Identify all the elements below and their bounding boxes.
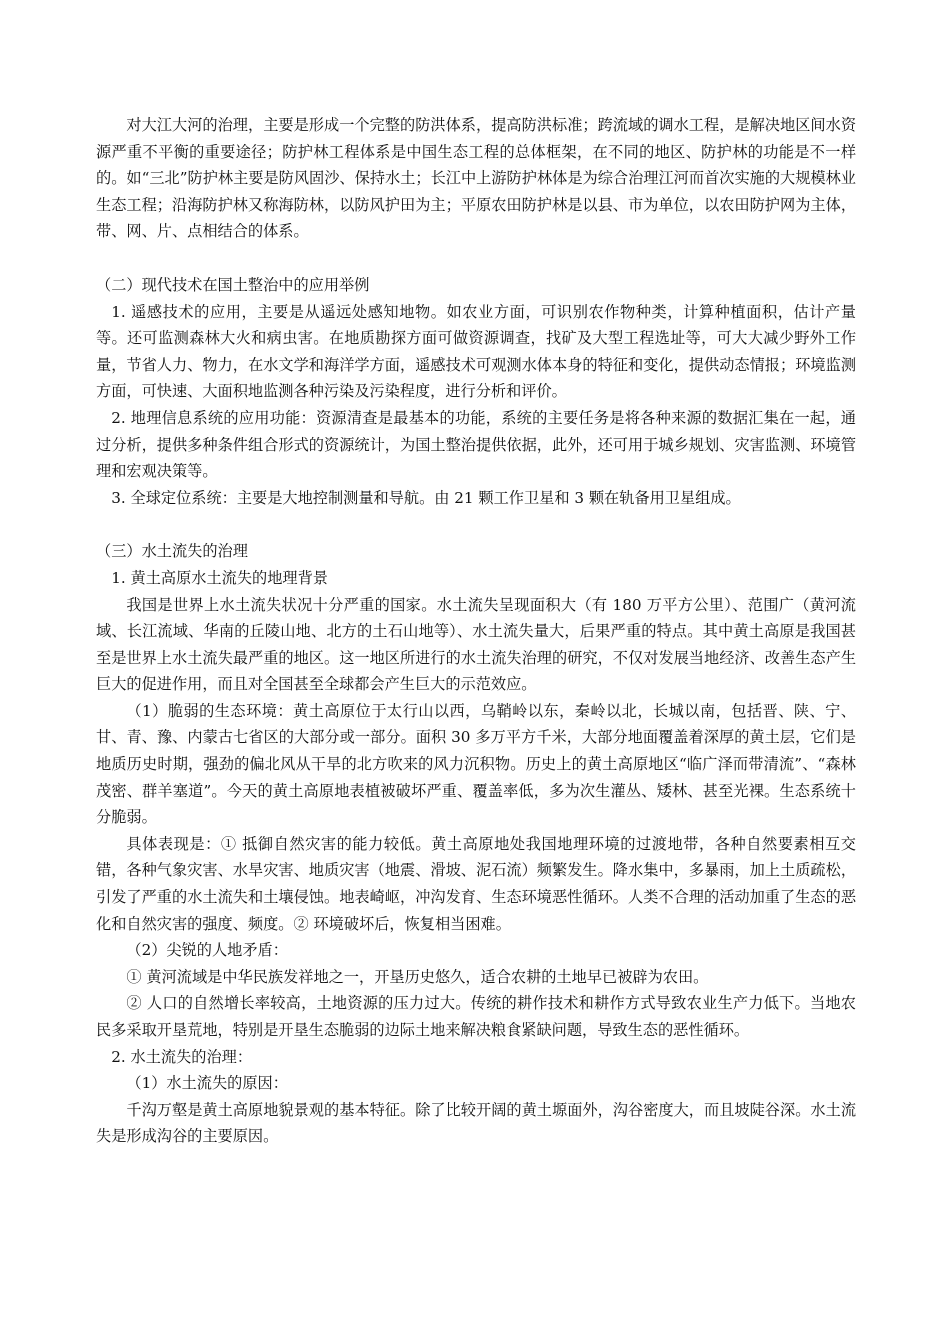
spacer	[96, 511, 856, 538]
section-2-item-2: 2. 地理信息系统的应用功能：资源清查是最基本的功能，系统的主要任务是将各种来源的数据汇集在一起，通过分析，提供多种条件组合形式的资源统计，为国土整治提供依据，此外，还可用于城乡规划、灾害监测、环境管理和宏观决策等。	[96, 408, 856, 481]
section-3-paragraph: （1）脆弱的生态环境：黄土高原位于太行山以西，乌鞘岭以东，秦岭以北，长城以南，包括晋、陕、宁、甘、青、豫、内蒙古七省区的大部分或一部分。面积 30 多万平方千米，大部分地面覆盖着深厚的黄土层，它们是地质历史时期，强劲的偏北风从干旱的北方吹来的风力沉积物。历史上的黄土高原地区“临广泽而带清流”、“森林茂密、群羊塞道”。今天的黄土高原地表植被破坏严重、覆盖率低，多为次生灌丛、矮林、甚至光裸。生态系统十分脆弱。	[96, 701, 856, 827]
section-2-item-3: 3. 全球定位系统：主要是大地控制测量和导航。由 21 颗工作卫星和 3 颗在轨备用卫星组成。	[111, 488, 741, 507]
document-page	[96, 112, 856, 1150]
section-3-paragraph: 我国是世界上水土流失状况十分严重的国家。水土流失呈现面积大（有 180 万平方公里）、范围广（黄河流域、长江流域、华南的丘陵山地、北方的土石山地等）、水土流失量大，后果严重的特点。其中黄土高原是我国甚至是世界上水土流失最严重的地区。这一地区所进行的水土流失治理的研究，不仅对发展当地经济、改善生态产生巨大的促进作用，而且对全国甚至全球都会产生巨大的示范效应。	[96, 595, 856, 694]
section-3-paragraph: 具体表现是：① 抵御自然灾害的能力较低。黄土高原地处我国地理环境的过渡地带，各种自然要素相互交错，各种气象灾害、水旱灾害、地质灾害（地震、滑坡、泥石流）频繁发生。降水集中，多暴雨，加上土质疏松，引发了严重的水土流失和土壤侵蚀。地表崎岖，冲沟发育、生态环境恶性循环。人类不合理的活动加重了生态的恶化和自然灾害的强度、频度。② 环境破坏后，恢复相当困难。	[96, 834, 856, 933]
section-3-subheading-1: 1. 黄土高原水土流失的地理背景	[111, 568, 328, 587]
section-3-paragraph: ② 人口的自然增长率较高，土地资源的压力过大。传统的耕作技术和耕作方式导致农业生产力低下。当地农民多采取开垦荒地，特别是开垦生态脆弱的边际土地来解决粮食紧缺问题，导致生态的恶性循环。	[96, 994, 856, 1039]
section-2-heading: （二）现代技术在国土整治中的应用举例	[96, 275, 370, 294]
section-3-paragraph: （1）水土流失的原因：	[126, 1074, 288, 1093]
section-3-paragraph: （2）尖锐的人地矛盾：	[126, 941, 288, 960]
section-3-heading: （三）水土流失的治理	[96, 542, 248, 561]
intro-paragraph: 对大江大河的治理，主要是形成一个完整的防洪体系，提高防洪标准；跨流域的调水工程，是解决地区间水资源严重不平衡的重要途径；防护林工程体系是中国生态工程的总体框架，在不同的地区、防护林的功能是不一样的。如“三北”防护林主要是防风固沙、保持水土；长江中上游防护林体是为综合治理江河而首次实施的大规模林业生态工程；沿海防护林又称海防林，以防风护田为主；平原农田防护林是以县、市为单位，以农田防护网为主体，带、网、片、点相结合的体系。	[96, 116, 856, 241]
section-2-item-1: 1. 遥感技术的应用，主要是从遥远处感知地物。如农业方面，可识别农作物种类，计算种植面积，估计产量等。还可监测森林大火和病虫害。在地质勘探方面可做资源调查，找矿及大型工程选址等，可大大减少野外工作量，节省人力、物力，在水文学和海洋学方面，遥感技术可观测水体本身的特征和变化，提供动态情报；环境监测方面，可快速、大面积地监测各种污染及污染程度，进行分析和评价。	[96, 302, 856, 401]
section-3-paragraph: 千沟万壑是黄土高原地貌景观的基本特征。除了比较开阔的黄土塬面外，沟谷密度大，而且坡陡谷深。水土流失是形成沟谷的主要原因。	[96, 1100, 856, 1146]
spacer	[96, 245, 856, 272]
section-3-subheading-2: 2. 水土流失的治理：	[111, 1047, 253, 1066]
section-3-paragraph: ① 黄河流域是中华民族发祥地之一，开垦历史悠久，适合农耕的土地早已被辟为农田。	[126, 967, 709, 986]
